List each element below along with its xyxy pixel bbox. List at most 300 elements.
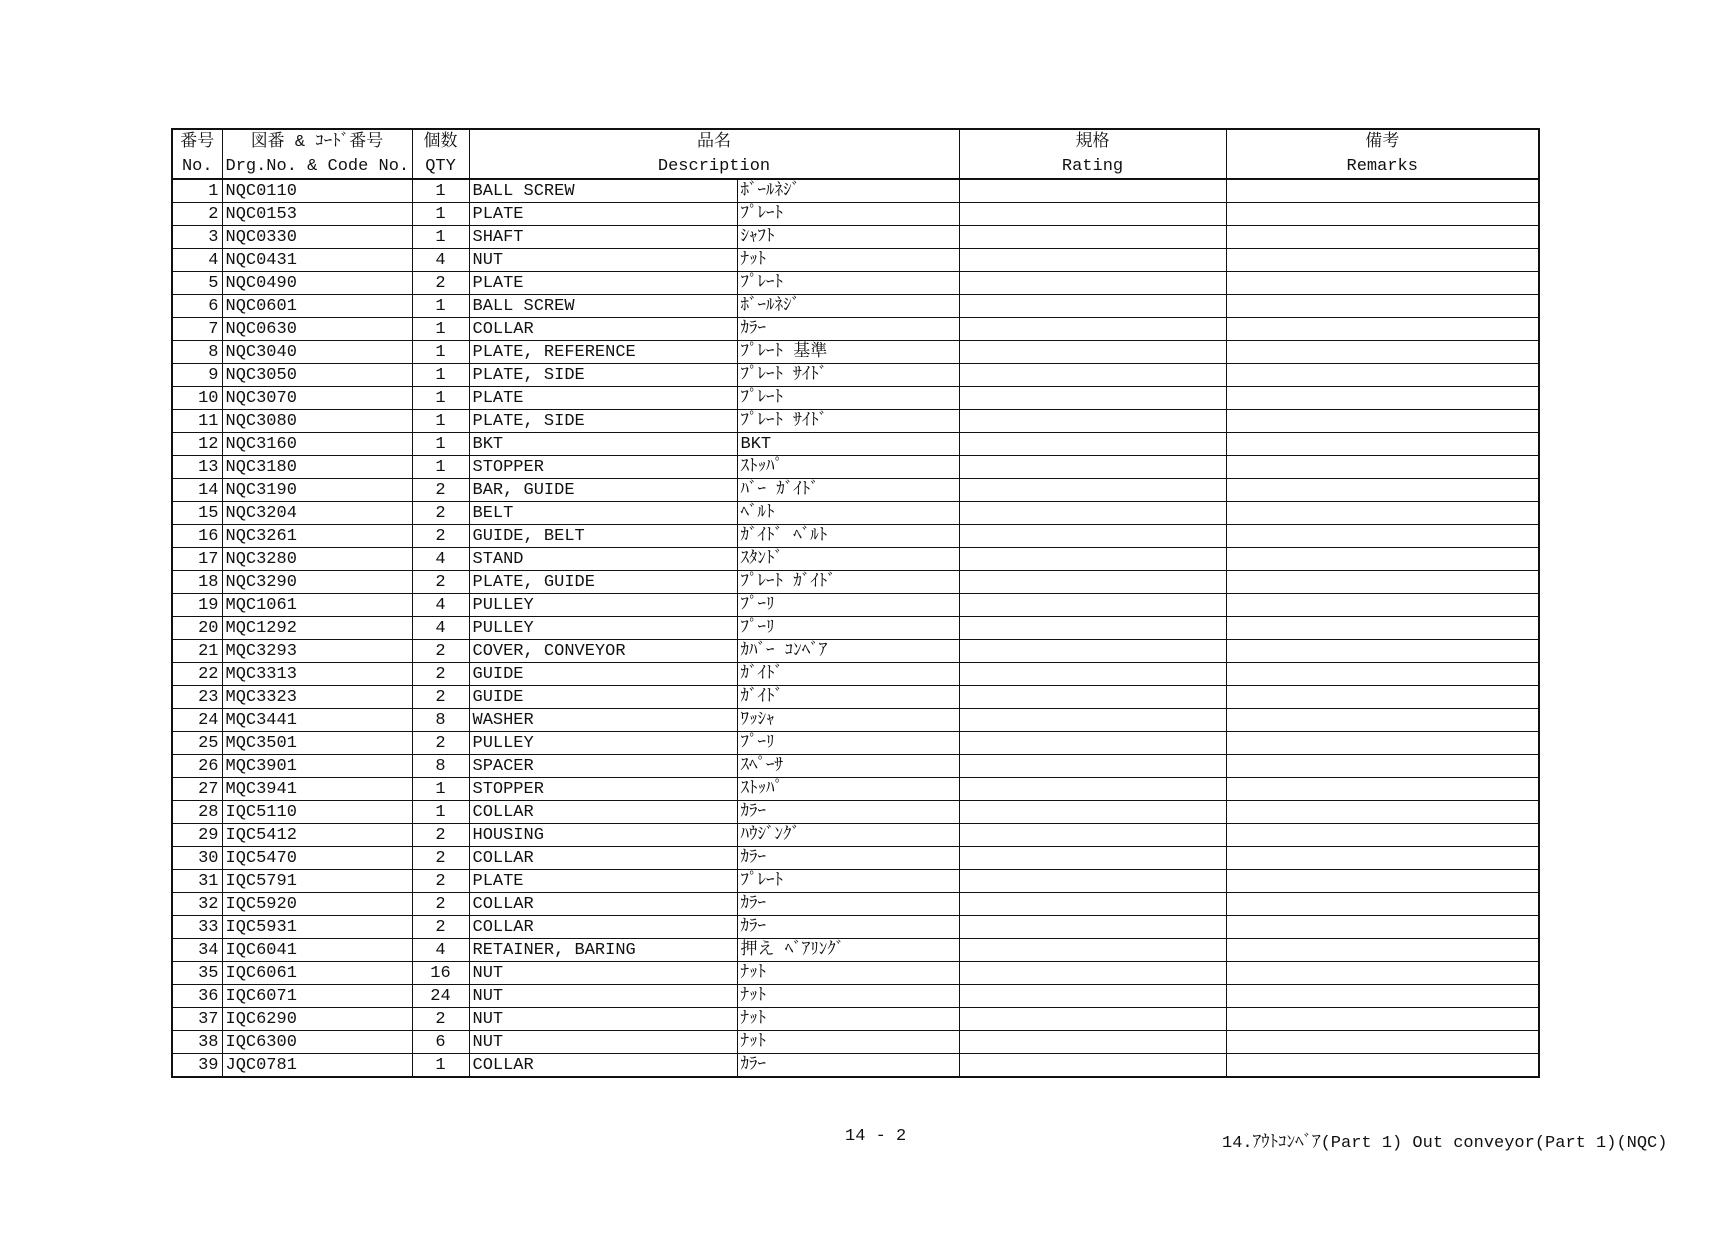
row-qty: 1 xyxy=(412,1054,469,1078)
row-remarks xyxy=(1226,502,1539,525)
row-rating xyxy=(959,663,1226,686)
row-code: MQC3323 xyxy=(222,686,412,709)
row-remarks xyxy=(1226,617,1539,640)
row-description-en: PLATE xyxy=(469,870,737,893)
table-row xyxy=(172,893,1539,916)
row-description-jp: ｼｬﾌﾄ xyxy=(737,226,959,249)
row-rating xyxy=(959,870,1226,893)
row-number: 2 xyxy=(172,203,222,226)
row-code: NQC3160 xyxy=(222,433,412,456)
row-number: 29 xyxy=(172,824,222,847)
row-qty: 1 xyxy=(412,364,469,387)
row-number: 33 xyxy=(172,916,222,939)
row-qty: 1 xyxy=(412,203,469,226)
row-description-en: STOPPER xyxy=(469,778,737,801)
row-description-jp: ﾌﾟｰﾘ xyxy=(737,617,959,640)
row-description-jp: ﾌﾟﾚｰﾄ ｶﾞｲﾄﾞ xyxy=(737,571,959,594)
row-number: 10 xyxy=(172,387,222,410)
table-row xyxy=(172,640,1539,663)
row-rating xyxy=(959,548,1226,571)
row-description-jp: ｽﾄｯﾊﾟ xyxy=(737,456,959,479)
row-qty: 4 xyxy=(412,617,469,640)
table-row xyxy=(172,709,1539,732)
row-code: MQC3441 xyxy=(222,709,412,732)
row-code: NQC3280 xyxy=(222,548,412,571)
row-remarks xyxy=(1226,456,1539,479)
row-number: 11 xyxy=(172,410,222,433)
row-description-en: PULLEY xyxy=(469,732,737,755)
row-description-en: PLATE xyxy=(469,272,737,295)
row-remarks xyxy=(1226,709,1539,732)
header-drg-jp: 図番 & ｺｰﾄﾞ番号 xyxy=(222,129,412,154)
row-rating xyxy=(959,502,1226,525)
row-description-jp: ｶﾊﾞｰ ｺﾝﾍﾞｱ xyxy=(737,640,959,663)
row-number: 18 xyxy=(172,571,222,594)
row-description-jp: ﾅｯﾄ xyxy=(737,1008,959,1031)
row-remarks xyxy=(1226,870,1539,893)
row-remarks xyxy=(1226,847,1539,870)
row-code: IQC5412 xyxy=(222,824,412,847)
row-description-jp: ﾌﾟﾚｰﾄ xyxy=(737,870,959,893)
row-description-en: PULLEY xyxy=(469,617,737,640)
row-qty: 4 xyxy=(412,594,469,617)
row-rating xyxy=(959,778,1226,801)
row-description-en: BALL SCREW xyxy=(469,295,737,318)
row-number: 19 xyxy=(172,594,222,617)
row-remarks xyxy=(1226,318,1539,341)
row-qty: 2 xyxy=(412,1008,469,1031)
row-rating xyxy=(959,249,1226,272)
row-remarks xyxy=(1226,203,1539,226)
row-qty: 4 xyxy=(412,548,469,571)
row-remarks xyxy=(1226,1031,1539,1054)
row-code: IQC6290 xyxy=(222,1008,412,1031)
row-rating xyxy=(959,640,1226,663)
row-description-en: PULLEY xyxy=(469,594,737,617)
row-rating xyxy=(959,1054,1226,1078)
row-remarks xyxy=(1226,1008,1539,1031)
row-code: NQC0330 xyxy=(222,226,412,249)
header-drg-en: Drg.No. & Code No. xyxy=(222,154,412,179)
row-qty: 1 xyxy=(412,801,469,824)
row-description-en: COLLAR xyxy=(469,847,737,870)
row-code: MQC3313 xyxy=(222,663,412,686)
row-rating xyxy=(959,847,1226,870)
row-remarks xyxy=(1226,640,1539,663)
row-remarks xyxy=(1226,939,1539,962)
row-number: 36 xyxy=(172,985,222,1008)
row-number: 4 xyxy=(172,249,222,272)
row-code: JQC0781 xyxy=(222,1054,412,1078)
row-rating xyxy=(959,824,1226,847)
row-remarks xyxy=(1226,387,1539,410)
row-code: NQC3190 xyxy=(222,479,412,502)
row-rating xyxy=(959,226,1226,249)
row-remarks xyxy=(1226,824,1539,847)
row-qty: 1 xyxy=(412,456,469,479)
row-rating xyxy=(959,341,1226,364)
row-code: IQC5470 xyxy=(222,847,412,870)
row-code: NQC3180 xyxy=(222,456,412,479)
row-qty: 2 xyxy=(412,686,469,709)
row-code: IQC5931 xyxy=(222,916,412,939)
page-number: 14 - 2 xyxy=(845,1127,907,1146)
table-body xyxy=(172,179,1539,1077)
header-remarks-en: Remarks xyxy=(1226,154,1539,179)
row-description-jp: ｶﾞｲﾄﾞ ﾍﾞﾙﾄ xyxy=(737,525,959,548)
table-row xyxy=(172,916,1539,939)
table-row xyxy=(172,179,1539,203)
row-description-en: COLLAR xyxy=(469,318,737,341)
row-qty: 2 xyxy=(412,640,469,663)
row-qty: 2 xyxy=(412,479,469,502)
row-description-en: GUIDE, BELT xyxy=(469,525,737,548)
row-qty: 2 xyxy=(412,502,469,525)
header-qty-jp: 個数 xyxy=(412,129,469,154)
row-rating xyxy=(959,571,1226,594)
row-remarks xyxy=(1226,525,1539,548)
row-qty: 1 xyxy=(412,778,469,801)
row-rating xyxy=(959,709,1226,732)
table-row xyxy=(172,571,1539,594)
row-remarks xyxy=(1226,433,1539,456)
row-description-jp: BKT xyxy=(737,433,959,456)
row-number: 34 xyxy=(172,939,222,962)
row-description-jp: ﾌﾟﾚｰﾄ ｻｲﾄﾞ xyxy=(737,410,959,433)
row-remarks xyxy=(1226,1054,1539,1078)
row-description-en: COLLAR xyxy=(469,1054,737,1078)
row-rating xyxy=(959,410,1226,433)
row-description-en: GUIDE xyxy=(469,663,737,686)
row-rating xyxy=(959,939,1226,962)
row-description-en: COVER, CONVEYOR xyxy=(469,640,737,663)
row-number: 15 xyxy=(172,502,222,525)
row-description-jp: ｽﾀﾝﾄﾞ xyxy=(737,548,959,571)
row-qty: 4 xyxy=(412,939,469,962)
row-description-en: NUT xyxy=(469,1031,737,1054)
row-description-jp: ｽﾍﾟｰｻ xyxy=(737,755,959,778)
row-code: NQC3080 xyxy=(222,410,412,433)
row-description-en: COLLAR xyxy=(469,893,737,916)
row-code: MQC1061 xyxy=(222,594,412,617)
row-remarks xyxy=(1226,272,1539,295)
row-qty: 2 xyxy=(412,272,469,295)
row-number: 7 xyxy=(172,318,222,341)
table-row xyxy=(172,1008,1539,1031)
row-number: 16 xyxy=(172,525,222,548)
row-description-jp: ﾜｯｼｬ xyxy=(737,709,959,732)
row-number: 37 xyxy=(172,1008,222,1031)
row-code: MQC3501 xyxy=(222,732,412,755)
row-rating xyxy=(959,203,1226,226)
row-code: NQC3070 xyxy=(222,387,412,410)
row-code: NQC0630 xyxy=(222,318,412,341)
row-code: NQC3040 xyxy=(222,341,412,364)
row-description-jp: ﾅｯﾄ xyxy=(737,1031,959,1054)
row-description-en: PLATE, REFERENCE xyxy=(469,341,737,364)
row-rating xyxy=(959,686,1226,709)
table-row xyxy=(172,502,1539,525)
row-description-en: RETAINER, BARING xyxy=(469,939,737,962)
table-row xyxy=(172,617,1539,640)
row-code: NQC3290 xyxy=(222,571,412,594)
row-description-jp: ﾌﾟｰﾘ xyxy=(737,594,959,617)
row-number: 3 xyxy=(172,226,222,249)
table-row xyxy=(172,249,1539,272)
table-row xyxy=(172,1031,1539,1054)
row-description-jp: ｶﾗｰ xyxy=(737,318,959,341)
row-remarks xyxy=(1226,663,1539,686)
row-remarks xyxy=(1226,548,1539,571)
row-number: 17 xyxy=(172,548,222,571)
row-code: IQC6061 xyxy=(222,962,412,985)
row-description-en: GUIDE xyxy=(469,686,737,709)
table-row xyxy=(172,847,1539,870)
row-remarks xyxy=(1226,778,1539,801)
row-code: NQC3204 xyxy=(222,502,412,525)
row-number: 26 xyxy=(172,755,222,778)
row-number: 14 xyxy=(172,479,222,502)
row-code: NQC0490 xyxy=(222,272,412,295)
row-description-jp: ﾌﾟﾚｰﾄ xyxy=(737,387,959,410)
row-rating xyxy=(959,732,1226,755)
row-number: 25 xyxy=(172,732,222,755)
row-description-jp: ﾌﾟﾚｰﾄ xyxy=(737,272,959,295)
row-remarks xyxy=(1226,179,1539,203)
row-rating xyxy=(959,525,1226,548)
row-rating xyxy=(959,962,1226,985)
row-rating xyxy=(959,1031,1226,1054)
row-code: MQC3293 xyxy=(222,640,412,663)
row-qty: 2 xyxy=(412,847,469,870)
row-qty: 1 xyxy=(412,433,469,456)
row-qty: 8 xyxy=(412,709,469,732)
table-row xyxy=(172,410,1539,433)
row-description-jp: ｶﾞｲﾄﾞ xyxy=(737,686,959,709)
row-remarks xyxy=(1226,249,1539,272)
row-remarks xyxy=(1226,295,1539,318)
row-number: 32 xyxy=(172,893,222,916)
row-description-en: BAR, GUIDE xyxy=(469,479,737,502)
header-no-en: No. xyxy=(172,154,222,179)
row-rating xyxy=(959,479,1226,502)
row-code: MQC1292 xyxy=(222,617,412,640)
header-rating-en: Rating xyxy=(959,154,1226,179)
row-qty: 2 xyxy=(412,824,469,847)
row-description-en: BALL SCREW xyxy=(469,179,737,203)
table-row xyxy=(172,318,1539,341)
row-description-jp: 押え ﾍﾞｱﾘﾝｸﾞ xyxy=(737,939,959,962)
row-rating xyxy=(959,617,1226,640)
row-code: NQC0110 xyxy=(222,179,412,203)
row-qty: 1 xyxy=(412,387,469,410)
row-remarks xyxy=(1226,985,1539,1008)
row-rating xyxy=(959,433,1226,456)
table-row xyxy=(172,663,1539,686)
row-code: MQC3901 xyxy=(222,755,412,778)
row-description-jp: ｶﾗｰ xyxy=(737,893,959,916)
row-description-en: SPACER xyxy=(469,755,737,778)
header-no-jp: 番号 xyxy=(172,129,222,154)
row-description-en: PLATE xyxy=(469,387,737,410)
row-description-jp: ﾊﾞｰ ｶﾞｲﾄﾞ xyxy=(737,479,959,502)
row-description-jp: ｶﾗｰ xyxy=(737,801,959,824)
row-number: 8 xyxy=(172,341,222,364)
table-row xyxy=(172,686,1539,709)
row-qty: 1 xyxy=(412,295,469,318)
row-qty: 1 xyxy=(412,410,469,433)
row-number: 21 xyxy=(172,640,222,663)
row-code: IQC6300 xyxy=(222,1031,412,1054)
row-qty: 4 xyxy=(412,249,469,272)
row-description-jp: ﾎﾞｰﾙﾈｼﾞ xyxy=(737,295,959,318)
table-row xyxy=(172,801,1539,824)
row-number: 35 xyxy=(172,962,222,985)
row-remarks xyxy=(1226,594,1539,617)
row-remarks xyxy=(1226,571,1539,594)
table-row xyxy=(172,226,1539,249)
row-description-en: SHAFT xyxy=(469,226,737,249)
row-qty: 16 xyxy=(412,962,469,985)
row-number: 6 xyxy=(172,295,222,318)
row-rating xyxy=(959,594,1226,617)
row-qty: 2 xyxy=(412,663,469,686)
row-description-en: HOUSING xyxy=(469,824,737,847)
table-row xyxy=(172,870,1539,893)
row-remarks xyxy=(1226,801,1539,824)
table-row xyxy=(172,548,1539,571)
row-code: NQC3050 xyxy=(222,364,412,387)
row-description-en: STOPPER xyxy=(469,456,737,479)
table-row xyxy=(172,594,1539,617)
row-qty: 1 xyxy=(412,318,469,341)
row-description-jp: ﾊｳｼﾞﾝｸﾞ xyxy=(737,824,959,847)
row-remarks xyxy=(1226,341,1539,364)
row-description-jp: ﾌﾟﾚｰﾄ ｻｲﾄﾞ xyxy=(737,364,959,387)
row-remarks xyxy=(1226,686,1539,709)
row-code: NQC3261 xyxy=(222,525,412,548)
row-description-en: PLATE, SIDE xyxy=(469,410,737,433)
row-description-en: BELT xyxy=(469,502,737,525)
row-description-en: PLATE xyxy=(469,203,737,226)
table-row xyxy=(172,824,1539,847)
row-qty: 8 xyxy=(412,755,469,778)
row-number: 39 xyxy=(172,1054,222,1078)
row-description-jp: ﾌﾟﾚｰﾄ 基準 xyxy=(737,341,959,364)
table-row xyxy=(172,364,1539,387)
table-row xyxy=(172,755,1539,778)
row-rating xyxy=(959,272,1226,295)
table-row xyxy=(172,456,1539,479)
row-number: 13 xyxy=(172,456,222,479)
table-row xyxy=(172,939,1539,962)
row-rating xyxy=(959,893,1226,916)
row-qty: 1 xyxy=(412,179,469,203)
row-qty: 2 xyxy=(412,732,469,755)
row-number: 38 xyxy=(172,1031,222,1054)
row-rating xyxy=(959,985,1226,1008)
row-description-jp: ｽﾄｯﾊﾟ xyxy=(737,778,959,801)
row-description-en: NUT xyxy=(469,985,737,1008)
row-number: 1 xyxy=(172,179,222,203)
row-number: 30 xyxy=(172,847,222,870)
row-description-jp: ﾍﾞﾙﾄ xyxy=(737,502,959,525)
row-description-jp: ﾌﾟｰﾘ xyxy=(737,732,959,755)
row-description-jp: ｶﾗｰ xyxy=(737,847,959,870)
row-remarks xyxy=(1226,479,1539,502)
table-row xyxy=(172,1054,1539,1078)
row-description-jp: ﾅｯﾄ xyxy=(737,249,959,272)
row-code: NQC0601 xyxy=(222,295,412,318)
row-code: NQC0153 xyxy=(222,203,412,226)
document-caption: 14.ｱｳﾄｺﾝﾍﾞｱ(Part 1) Out conveyor(Part 1)(NQC) xyxy=(1222,1134,1668,1153)
row-remarks xyxy=(1226,916,1539,939)
row-code: IQC5920 xyxy=(222,893,412,916)
row-remarks xyxy=(1226,226,1539,249)
row-description-en: PLATE, SIDE xyxy=(469,364,737,387)
row-remarks xyxy=(1226,893,1539,916)
row-description-jp: ｶﾞｲﾄﾞ xyxy=(737,663,959,686)
row-description-en: NUT xyxy=(469,249,737,272)
row-qty: 2 xyxy=(412,870,469,893)
row-number: 31 xyxy=(172,870,222,893)
row-rating xyxy=(959,755,1226,778)
table-row xyxy=(172,479,1539,502)
row-code: NQC0431 xyxy=(222,249,412,272)
row-code: IQC6071 xyxy=(222,985,412,1008)
row-remarks xyxy=(1226,755,1539,778)
row-qty: 6 xyxy=(412,1031,469,1054)
row-description-en: COLLAR xyxy=(469,916,737,939)
header-rating-jp: 規格 xyxy=(959,129,1226,154)
row-description-en: NUT xyxy=(469,962,737,985)
header-qty-en: QTY xyxy=(412,154,469,179)
table-row xyxy=(172,433,1539,456)
row-number: 20 xyxy=(172,617,222,640)
row-remarks xyxy=(1226,732,1539,755)
row-rating xyxy=(959,364,1226,387)
row-number: 27 xyxy=(172,778,222,801)
row-remarks xyxy=(1226,962,1539,985)
row-rating xyxy=(959,801,1226,824)
row-remarks xyxy=(1226,410,1539,433)
row-number: 28 xyxy=(172,801,222,824)
row-code: MQC3941 xyxy=(222,778,412,801)
row-number: 24 xyxy=(172,709,222,732)
table-row xyxy=(172,525,1539,548)
row-rating xyxy=(959,295,1226,318)
row-qty: 2 xyxy=(412,571,469,594)
row-description-en: WASHER xyxy=(469,709,737,732)
header-remarks-jp: 備考 xyxy=(1226,129,1539,154)
row-rating xyxy=(959,387,1226,410)
row-qty: 2 xyxy=(412,525,469,548)
row-qty: 2 xyxy=(412,916,469,939)
table-row xyxy=(172,985,1539,1008)
table-row xyxy=(172,203,1539,226)
row-description-jp: ﾅｯﾄ xyxy=(737,962,959,985)
row-number: 5 xyxy=(172,272,222,295)
table-row xyxy=(172,778,1539,801)
table-row xyxy=(172,295,1539,318)
row-number: 22 xyxy=(172,663,222,686)
row-description-en: PLATE, GUIDE xyxy=(469,571,737,594)
row-description-en: BKT xyxy=(469,433,737,456)
table-row xyxy=(172,962,1539,985)
row-rating xyxy=(959,318,1226,341)
parts-list-table xyxy=(171,128,1540,1078)
table-row xyxy=(172,272,1539,295)
